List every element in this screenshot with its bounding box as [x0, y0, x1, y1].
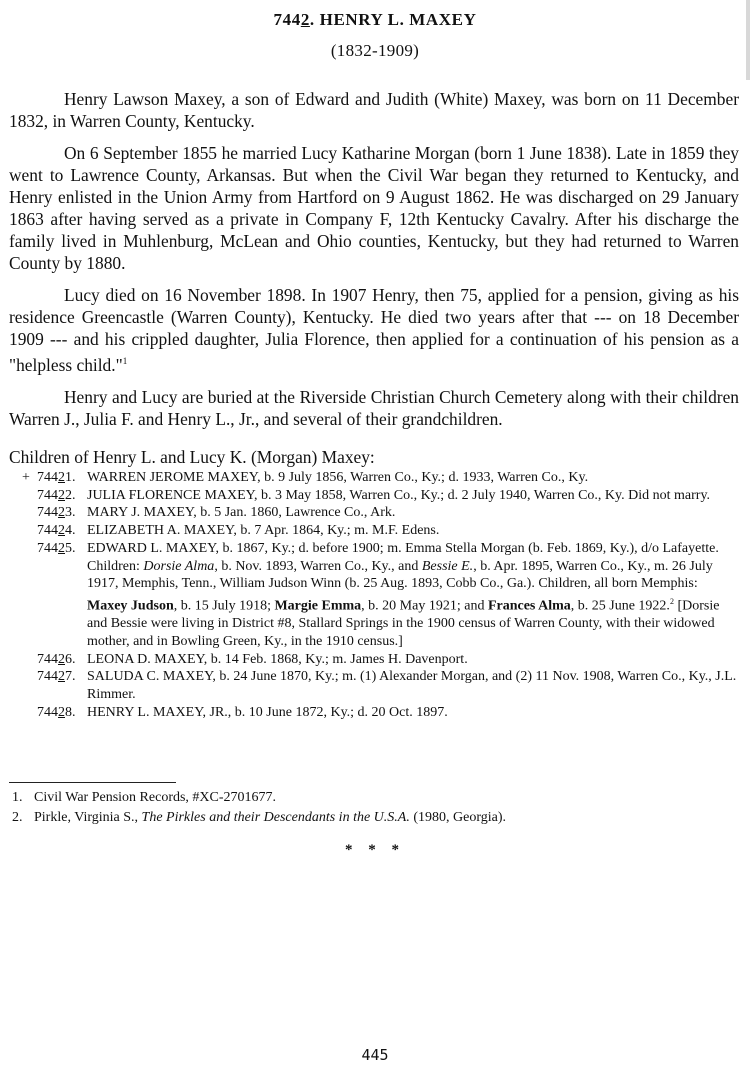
list-item [0, 487, 750, 505]
list-item [0, 469, 750, 487]
page-number: 445 [361, 1046, 389, 1064]
child-entry-text: HENRY L. MAXEY, JR., b. 10 June 1872, Ky.; d. 20 Oct. 1897. [87, 704, 448, 720]
list-item [0, 651, 750, 669]
list-item [0, 668, 750, 703]
child-entry-text: SALUDA C. MAXEY, b. 24 June 1870, Ky.; m. (1) Alexander Morgan, and (2) 11 Nov. 1908, Warren Co., Ky., J.L. Rimmer. [87, 669, 737, 703]
paragraph-birth: Henry Lawson Maxey, a son of Edward and Judith (White) Maxey, was born on 11 December 1832, in Warren County, Kentucky. [9, 89, 739, 131]
footnote-ref-1: 1 [122, 356, 128, 366]
footnote-divider [9, 782, 176, 783]
children-heading: Children of Henry L. and Lucy K. (Morgan) Maxey: [9, 447, 375, 467]
child-entry-text: EDWARD L. MAXEY, b. 1867, Ky.; d. before 1900; m. Emma Stella Morgan (b. Feb. 1869, Ky.), d/o Lafayette. Children: Dorsie Alma, b. Nov. 1893, Warren Co., Ky., and Bessie E., b. Apr. 1895, Warren Co., Ky., m. 26 July 1917, Memphis, Tenn., William Judson Winn (b. 25 Aug. 1893, Cobb Co., Ga.). Children, all born Memphis: Maxey Judson, b. 15 July 1918; Margie Emma, b. 20 May 1921; and Frances Alma, b. 25 June 1922.$^2$ [Dorsie and Bessie were living in District #8, Stallard Springs in the 1900 census of Warren County, with their widowed mother, and in Bowling Green, Ky., in the 1910 census.] [87, 540, 720, 649]
section-separator: * * * [345, 842, 405, 858]
footnote-ref-2: 2 [669, 596, 674, 606]
footnotes [12, 788, 506, 828]
child-number: 74428. [37, 704, 76, 720]
paragraph-burial: Henry and Lucy are buried at the Riverside Christian Church Cemetery along with their children Warren J., Julia F. and Henry L., Jr., and several of their grandchildren. [9, 386, 739, 429]
child-number: 74422. [37, 487, 76, 503]
child-entry-text: ELIZABETH A. MAXEY, b. 7 Apr. 1864, Ky.; m. M.F. Edens. [87, 523, 440, 539]
life-dates: (1832-1909) [330, 41, 420, 60]
footnote-1: 1. Civil War Pension Records, #XC-2701677. [12, 790, 277, 805]
paragraph-pension: Lucy died on 16 November 1898. In 1907 Henry, then 75, applied for a pension, giving as his residence Greencastle (Warren County), Kentucky. He died two years after that --- on 18 December 1909 --- and his crippled daughter, Julia Florence, then applied for a continuation of his pension as a "helpless child."$^1$ [9, 285, 739, 375]
child-number: 74426. [37, 651, 76, 667]
list-item [0, 540, 750, 651]
child-number: 74421. [37, 470, 76, 485]
child-entry-text: MARY J. MAXEY, b. 5 Jan. 1860, Lawrence Co., Ark. [87, 505, 396, 521]
child-entry-text: LEONA D. MAXEY, b. 14 Feb. 1868, Ky.; m. James H. Davenport. [87, 651, 468, 667]
footnote-2: 2. Pirkle, Virginia S., The Pirkles and their Descendants in the U.S.A. (1980, Georgia). [12, 810, 507, 825]
page-title: 7442. HENRY L. MAXEY [273, 10, 477, 29]
child-number: 74424. [37, 523, 76, 539]
child-number: 74425. [37, 540, 76, 556]
descendant-plus-marker: + [22, 470, 30, 485]
child-number: 74427. [37, 669, 76, 685]
list-item [0, 504, 750, 522]
list-item [0, 704, 750, 722]
child-entry-text: WARREN JEROME MAXEY, b. 9 July 1856, Warren Co., Ky.; d. 1933, Warren Co., Ky. [87, 470, 589, 485]
list-item [0, 522, 750, 540]
children-list [0, 469, 750, 722]
child-entry-text: JULIA FLORENCE MAXEY, b. 3 May 1858, Warren Co., Ky.; d. 2 July 1940, Warren Co., Ky. Did not marry. [87, 487, 711, 503]
biography-body [9, 88, 739, 440]
paragraph-marriage: On 6 September 1855 he married Lucy Katharine Morgan (born 1 June 1838). Late in 1859 they went to Lawrence County, Arkansas. But when the Civil War began they returned to Kentucky, and Henry enlisted in the Union Army from Hartford on 9 August 1862. He was discharged on 29 January 1863 after having served as a private in Company F, 12th Kentucky Cavalry. After his discharge the family lived in Muhlenburg, McLean and Ohio counties, Kentucky, but they had returned to Warren County by 1880. [9, 143, 739, 273]
child-number: 74423. [37, 505, 76, 521]
